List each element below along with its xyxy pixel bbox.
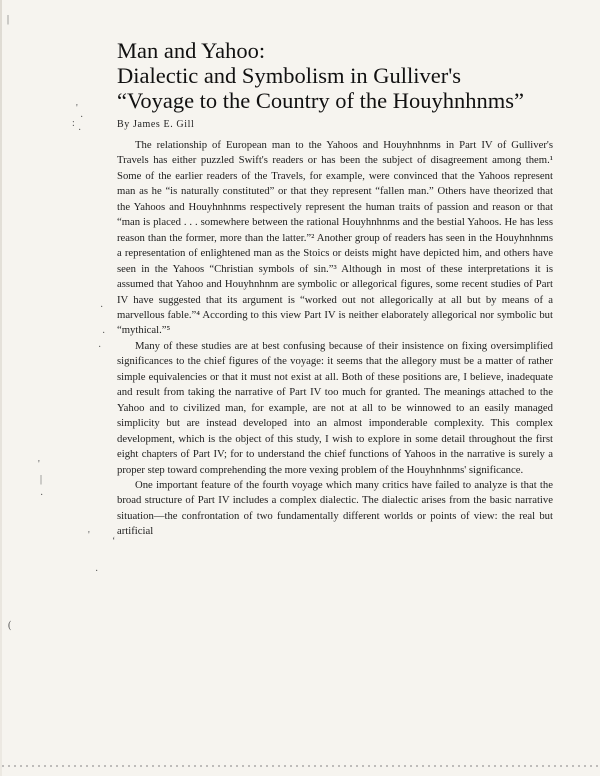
margin-mark: :	[72, 118, 75, 129]
margin-mark: '	[88, 530, 90, 541]
paragraph: Many of these studies are at best confusing because of their insistence on fixing oversimplified significances to the chief figures of the voyage: it seems that the allegory must be a matter of rather simple equivalencies or that it must not exist at all. Both of these positions are, I believe, inadequate and result from taking the narrative of Part IV too much for granted. The meanings attached to the Yahoo and to civilized man, for example, are not at all to be winnowed to an easily managed simplicity but are instead developed into an almost imponderable complexity. This complex development, which is the object of this study, I wish to explore in some detail throughout the first eight chapters of Part IV; for to understand the chief functions of Yahoos in the narrative is surely a proper step toward comprehending the more vexing problem of the Houyhnhnms' significance.	[117, 339, 553, 476]
margin-mark: '	[38, 459, 40, 470]
paragraph: The relationship of European man to the Yahoos and Houyhnhnms in Part IV of Gulliver's Travels has either puzzled Swift's readers or has been the subject of disagreement among them.¹ Some of the earlier readers of the Travels, for example, were convinced that the Yahoos represent man as he “is naturally constituted” or that they represent “fallen man.” Others have theorized that the Yahoos and Houyhnhnms respectively represent the human traits of passion and reason or that “man is placed . . . somewhere between the rational Houyhnhnms and the bestial Yahoos. He has less reason than the former, more than the latter.”² Another group of readers has seen in the Houyhnhnms a representation of enlightened man as the Stoics or deists might have depicted him, and others have seen in the Yahoos “Christian symbols of sin.”³ Although in most of these interpretations it is assumed that Yahoo and Houyhnhnm are symbolic or allegorical figures, some recent studies of Part IV have suggested that its argument is “worked out not allegorically at all but by means of a marvellous fable.”⁴ According to this view Part IV is neither elaborately allegorical nor symbolic but “mythical.”⁵	[117, 139, 553, 337]
article-body	[117, 138, 553, 540]
margin-mark: ·	[40, 490, 44, 501]
margin-mark: ·	[98, 342, 102, 353]
scan-edge	[0, 0, 2, 776]
paragraph: One important feature of the fourth voyage which many critics have failed to analyze is that the broad structure of Part IV includes a complex dialectic. The dialectic arises from the basic narrative situation—the confrontation of two fundamentally different worlds or points of view: the real but artificial	[117, 478, 553, 538]
margin-mark: ·	[102, 328, 106, 339]
title-line: Dialectic and Symbolism in Gulliver's	[117, 63, 462, 88]
margin-mark: ·	[78, 125, 82, 136]
title-line: “Voyage to the Country of the Houyhnhnms”	[117, 88, 525, 113]
margin-mark: |	[7, 14, 10, 25]
scan-dotted-rule	[0, 764, 600, 768]
article-title	[117, 38, 547, 113]
author-byline: By James E. Gill	[117, 119, 195, 130]
margin-mark: ‘	[112, 536, 116, 547]
margin-mark: (	[8, 620, 12, 631]
margin-mark: '	[76, 103, 78, 114]
margin-mark: |	[40, 474, 43, 485]
margin-mark: ·	[95, 566, 99, 577]
margin-mark: ·	[100, 302, 104, 313]
title-line: Man and Yahoo:	[117, 38, 266, 63]
margin-mark: ·	[80, 112, 84, 123]
